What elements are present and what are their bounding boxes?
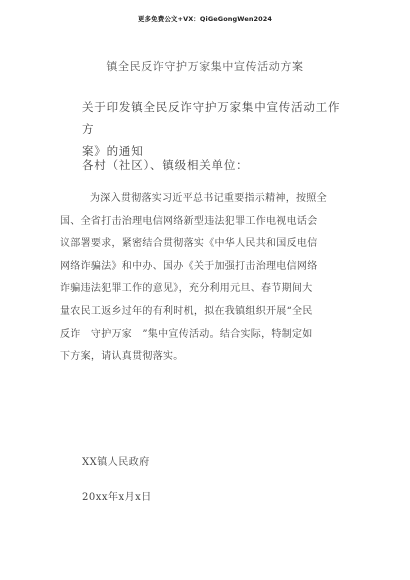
body-line: 网络诈骗法》和中办、国办《关于加强打击治理电信网络 (60, 260, 318, 272)
body-line: 量农民工返乡过年的有利时机，拟在我镇组织开展“全民 (60, 305, 313, 317)
notice-title-line: 关于印发镇全民反诈守护万家集中宣传活动工作方 (82, 100, 341, 136)
body-line: 反诈 守护万家 ”集中宣传活动。结合实际，特制定如 (60, 328, 313, 340)
notice-title-line: 案》的通知 (82, 144, 144, 158)
body-line: 诈骗违法犯罪工作的意见》，充分利用元旦、春节期间大 (60, 283, 313, 295)
body-line: 为深入贯彻落实习近平总书记重要指示精神，按照全 (90, 193, 327, 204)
signature-date: 20xx年x月x日 (82, 492, 152, 503)
notice-title (82, 96, 342, 162)
body-line: 议部署要求，紧密结合贯彻落实《中华人民共和国反电信 (60, 238, 318, 250)
promo-header: 更多免费公文+VX：QiGeGongWen2024 (137, 15, 273, 23)
signature-organization: XX镇人民政府 (82, 457, 150, 468)
body-paragraph (60, 188, 350, 369)
salutation: 各村（社区）、镇级相关单位： (82, 158, 249, 172)
body-line: 下方案，请认真贯彻落实。 (60, 351, 184, 363)
body-line: 国、全省打击治理电信网络新型违法犯罪工作电视电话会 (60, 215, 318, 227)
document-title: 镇全民反诈守护万家集中宣传活动方案 (106, 60, 304, 73)
